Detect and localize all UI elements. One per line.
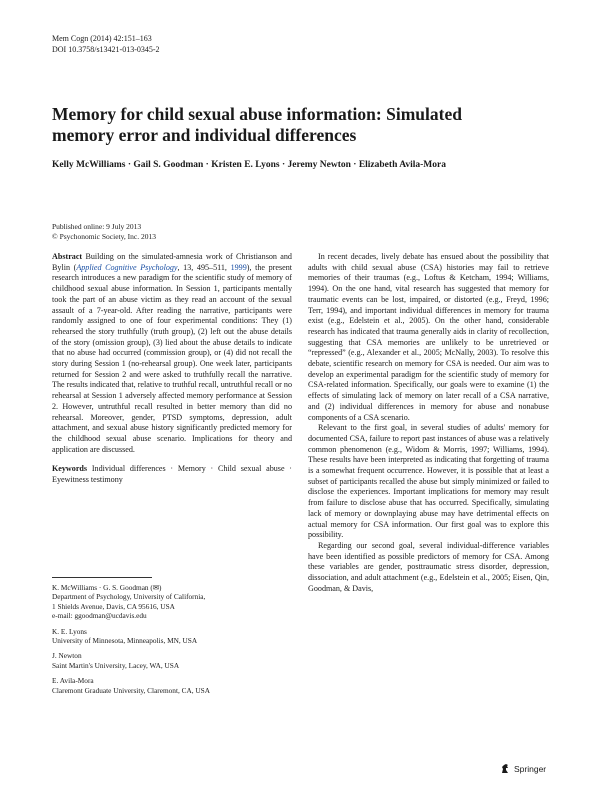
keywords-text: Individual differences · Memory · Child sexual abuse · Eyewitness testimony <box>52 464 293 485</box>
abstract-text-b: , 13, 495–511, <box>177 262 231 272</box>
doi[interactable]: DOI 10.3758/s13421-013-0345-2 <box>52 45 160 54</box>
abstract <box>52 252 292 455</box>
body-paragraph: Relevant to the first goal, in several studies of adults' memory for documented CSA, failure to report past instances of abuse was a relatively common phenomenon (e.g., Widom & Morris, 1997; Williams, 1994). These results have been interpreted as indicating that forgetting of trauma is a somewhat frequent occurrence. However, it is possible that at least a subset of participants recalled the abuse but simply minimized or failed to disclose the experiences. Important implications for memory may result from failure to disclose abuse that has occurred. Specifically, simulating lack of memory or downplaying abuse may have detrimental effects on actual memory for CSA information. Our first goal was to explore this possibility. <box>308 423 549 540</box>
copyright-line: © Psychonomic Society, Inc. 2013 <box>52 231 156 241</box>
published-date: Published online: 9 July 2013 <box>52 222 142 231</box>
publisher-name: Springer <box>514 763 547 774</box>
abstract-label: Abstract <box>52 252 83 261</box>
abstract-text-c: ), the present research introduces a new paradigm for the scientific study of memory of childhood sexual abuse information. In Session 1, participants mentally took the part of an abuse victim as they read an account of the sexual assault of a 7-year-old. After reading the narrative, participants were randomly assigned to one of four experimental conditions: They (1) rehearsed the story truthfully (truth group), (2) left out the abuse details of the story (omission group), (3) lied about the abuse details to indicate that no abuse had occurred (commission group), or (4) did not recall the story during Session 1 (no-rehearsal group). One week later, participants returned for Session 2 and were asked to truthfully recall the narrative. The results indicated that, relative to truthful recall, untruthful recall or no rehearsal at Session 1 adversely affected memory performance at Session 2. However, untruthful recall resulted in better memory than did no rehearsal. Moreover, gender, PTSD symptoms, depression, adult attachment, and sexual abuse history significantly predicted memory for the childhood sexual abuse scenario. Implications for theory and application are discussed. <box>52 262 292 454</box>
left-column <box>52 252 292 486</box>
right-column <box>308 252 549 595</box>
publisher-logo <box>500 763 546 774</box>
author-list[interactable]: Kelly McWilliams · Gail S. Goodman · Kristen E. Lyons · Jeremy Newton · Elizabeth Avila-Mora <box>52 160 446 170</box>
footnote-divider <box>52 577 152 578</box>
affiliations <box>52 583 292 701</box>
publication-info <box>52 222 156 241</box>
abstract-journal-ref[interactable]: Applied Cognitive Psychology <box>76 262 178 272</box>
affiliation-item: K. E. Lyons University of Minnesota, Minneapolis, MN, USA <box>52 626 198 646</box>
article-title: Memory for child sexual abuse information: Simulated memory error and individual differences <box>52 104 462 145</box>
journal-citation: Mem Cogn (2014) 42:151–163 <box>52 34 152 43</box>
affiliation-item: J. Newton Saint Martin's University, Lacey, WA, USA <box>52 651 180 670</box>
journal-header <box>52 33 160 55</box>
springer-horse-icon <box>500 763 511 774</box>
affiliation-item: K. McWilliams · G. S. Goodman (✉) Department of Psychology, University of California, 1 Shields Avenue, Davis, CA 95616, USA e-mail: ggoodman@ucdavis.edu <box>52 583 206 621</box>
body-paragraph: In recent decades, lively debate has ensued about the possibility that adults with child sexual abuse (CSA) histories may fail to retrieve memories of their traumas (e.g., Loftus & Ketcham, 1994; Williams, 1994). On the one hand, vital research has suggested that memory for traumatic events can be lost, impaired, or distorted (e.g., Freyd, 1996; Terr, 1994), and important individual differences in memory for trauma exist (e.g., Edelstein et al., 2005). On the other hand, considerable research has indicated that trauma generally aids in clarity of recollection, suggesting that CSA memories are unlikely to be unretrieved or “repressed” (e.g., Alexander et al., 2005; McNally, 2003). To resolve this debate, scientific research on memory for CSA is needed. Our aim was to develop an experimental paradigm for the scientific study of memory for CSA-related information. Specifically, our goals were to examine (1) the effects of simulating lack of memory on later recall of a CSA narrative, and (2) individual differences in memory for abuse and nonabuse components of a CSA scenario. <box>308 252 549 422</box>
keywords <box>52 464 292 485</box>
abstract-year-ref[interactable]: 1999 <box>230 262 247 272</box>
keywords-label: Keywords <box>52 464 88 474</box>
abstract-text-a: Building on the simulated-amnesia work of Christianson and Bylin ( <box>52 252 292 272</box>
affiliation-item: E. Avila-Mora Claremont Graduate University, Claremont, CA, USA <box>52 676 211 695</box>
body-paragraph: Regarding our second goal, several individual-difference variables have been identified as possible predictors of memory for CSA. Among these variables are gender, posttraumatic stress disorder, depression, dissociation, and adult attachment (e.g., Edelstein et al., 2005; Eisen, Qin, Goodman, & Davis, <box>308 540 549 593</box>
